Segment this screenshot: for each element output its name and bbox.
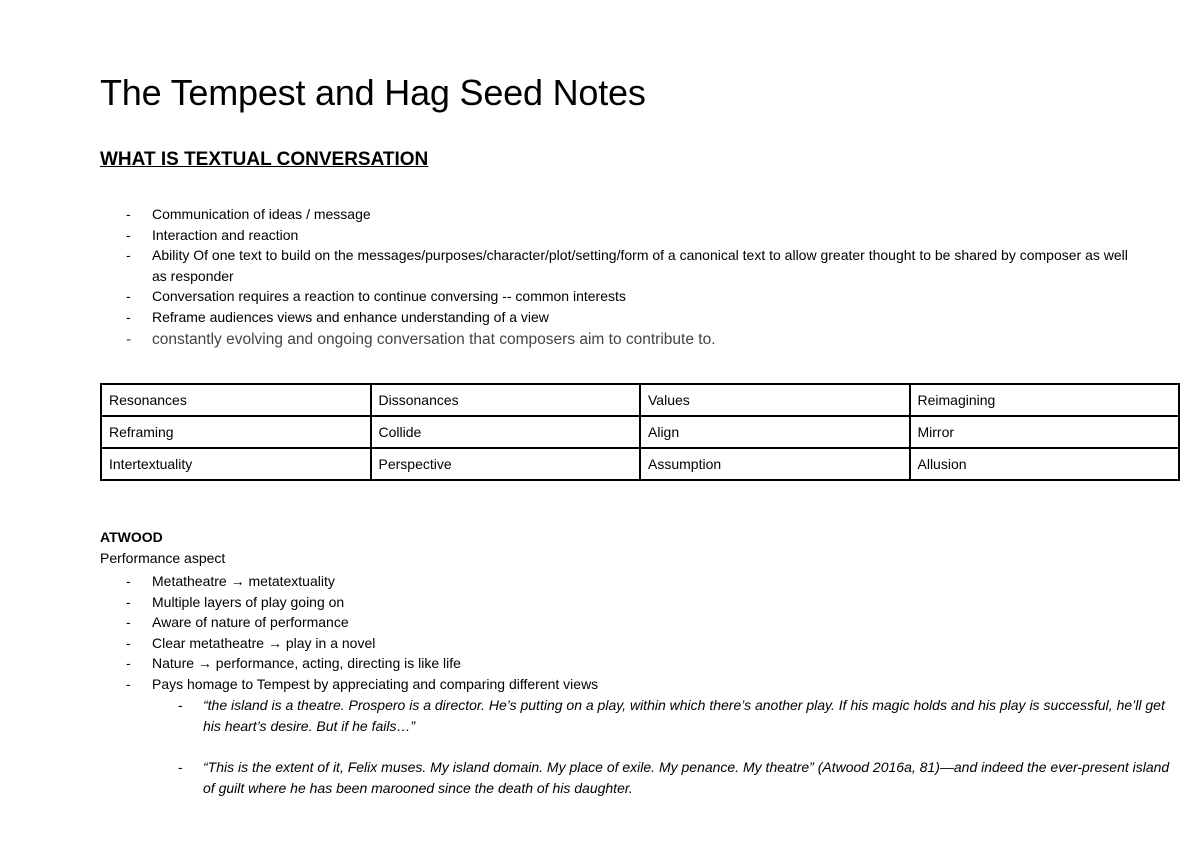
list-item: - Communication of ideas / message [100, 204, 1140, 225]
quote-item: - “This is the extent of it, Felix muses. My island domain. My place of exile. My penance. My theatre” (Atwood 2016a, 81)—and indeed the ever-present island of guilt where he has been marooned since the death of his daughter. [152, 757, 1172, 799]
table-row [101, 416, 1179, 448]
list-item: - Aware of nature of performance [100, 612, 1180, 633]
atwood-subheading: Performance aspect [100, 550, 226, 566]
list-item: - constantly evolving and ongoing conversation that composers aim to contribute to. [100, 330, 1140, 351]
list-item: - Reframe audiences views and enhance understanding of a view [100, 307, 1140, 328]
list-item: - Ability Of one text to build on the messages/purposes/character/plot/setting/form of a canonical text to allow greater thought to be shared by composer as well as responder [100, 245, 1140, 286]
list-item: - Interaction and reaction [100, 225, 1140, 246]
table-row [101, 384, 1179, 416]
list-item: - Nature → performance, acting, directing is like life [100, 653, 1180, 674]
atwood-list [100, 571, 1180, 695]
conversation-list [100, 204, 1140, 350]
table-row [101, 448, 1179, 480]
list-item: - Multiple layers of play going on [100, 592, 1180, 613]
atwood-heading: ATWOOD [100, 529, 163, 545]
table-cell: Resonances [101, 384, 371, 416]
table-cell: Mirror [910, 416, 1180, 448]
quote-list [152, 695, 1172, 819]
table-cell: Values [640, 384, 910, 416]
table-cell: Perspective [371, 448, 641, 480]
list-item: - Pays homage to Tempest by appreciating and comparing different views [100, 674, 1180, 695]
table-cell: Align [640, 416, 910, 448]
table-cell: Dissonances [371, 384, 641, 416]
table-cell: Assumption [640, 448, 910, 480]
section-heading: WHAT IS TEXTUAL CONVERSATION [100, 149, 429, 170]
table-cell: Intertextuality [101, 448, 371, 480]
table-cell: Reframing [101, 416, 371, 448]
quote-item: - “the island is a theatre. Prospero is a director. He’s putting on a play, within which there’s another play. If his magic holds and his play is successful, he’ll get his heart’s desire. But if he fails…” [152, 695, 1172, 737]
document-title: The Tempest and Hag Seed Notes [100, 72, 646, 113]
list-item: - Conversation requires a reaction to continue conversing -- common interests [100, 286, 1140, 307]
terms-table [100, 383, 1180, 481]
list-item: - Metatheatre → metatextuality [100, 571, 1180, 592]
table-cell: Collide [371, 416, 641, 448]
list-item: - Clear metatheatre → play in a novel [100, 633, 1180, 654]
table-cell: Reimagining [910, 384, 1180, 416]
table-cell: Allusion [910, 448, 1180, 480]
